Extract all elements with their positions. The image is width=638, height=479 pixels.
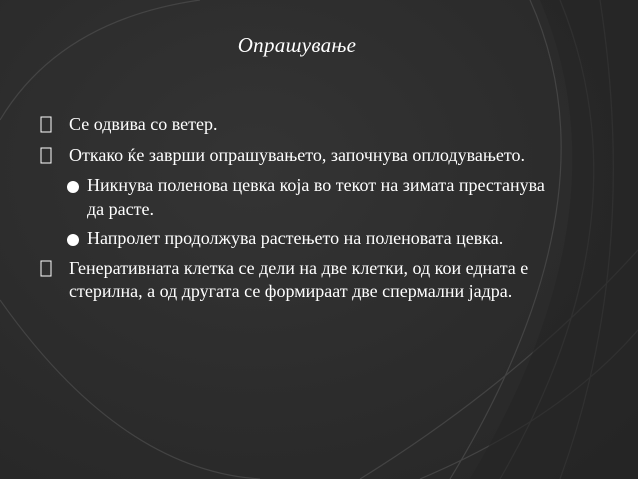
list-item — [38, 257, 558, 304]
list-item-text: Никнува поленова цевка која во текот на зимата престанува да расте. — [87, 175, 545, 219]
list-item-text: Се одвива со ветер. — [69, 114, 218, 134]
list-item — [38, 113, 558, 137]
list-item — [38, 174, 558, 221]
filled-circle-icon — [67, 181, 79, 193]
list-item — [38, 144, 558, 168]
list-item-text: Откако ќе заврши опрашувањето, започнува оплодувањето. — [69, 144, 525, 165]
missing-glyph-box-icon — [38, 114, 56, 136]
missing-glyph-box-icon — [38, 258, 56, 280]
list-item-text: Генеративната клетка се дели на две клетки, од кои едната е стерилна, а од другата се формираат две спермални јадра. — [69, 257, 529, 301]
list-item — [38, 227, 558, 251]
slide-title: Опрашување — [237, 33, 357, 57]
missing-glyph-box-icon — [38, 145, 56, 167]
bullet-list — [38, 113, 558, 311]
list-item-text: Напролет продолжува растењето на поленовата цевка. — [87, 228, 504, 248]
filled-circle-icon — [67, 234, 79, 246]
